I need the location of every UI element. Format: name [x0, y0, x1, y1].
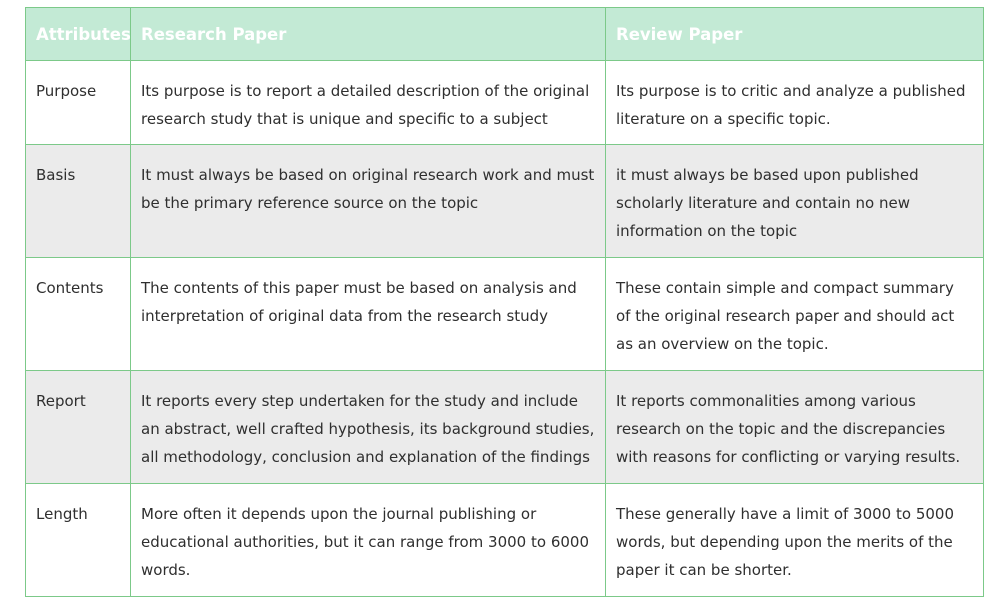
table-row-length [26, 484, 984, 597]
attribute-cell: Contents [26, 258, 131, 371]
comparison-table [25, 7, 984, 597]
attribute-cell: Basis [26, 145, 131, 258]
table-row-contents [26, 258, 984, 371]
header-row [26, 8, 984, 61]
research-paper-cell: Its purpose is to report a detailed description of the original research study that is unique and specific to a subject [131, 61, 606, 145]
research-paper-cell: It must always be based on original research work and must be the primary reference source on the topic [131, 145, 606, 258]
review-paper-cell: These generally have a limit of 3000 to 5000 words, but depending upon the merits of the paper it can be shorter. [606, 484, 984, 597]
review-paper-cell: These contain simple and compact summary of the original research paper and should act as an overview on the topic. [606, 258, 984, 371]
attribute-cell: Report [26, 371, 131, 484]
header-review-paper: Review Paper [606, 8, 984, 61]
review-paper-cell: Its purpose is to critic and analyze a published literature on a specific topic. [606, 61, 984, 145]
table-row-basis [26, 145, 984, 258]
table-row-purpose [26, 61, 984, 145]
table-row-report [26, 371, 984, 484]
review-paper-cell: It reports commonalities among various research on the topic and the discrepancies with reasons for conflicting or varying results. [606, 371, 984, 484]
attribute-cell: Length [26, 484, 131, 597]
research-paper-cell: More often it depends upon the journal publishing or educational authorities, but it can range from 3000 to 6000 words. [131, 484, 606, 597]
research-paper-cell: The contents of this paper must be based on analysis and interpretation of original data from the research study [131, 258, 606, 371]
header-attributes: Attributes [26, 8, 131, 61]
attribute-cell: Purpose [26, 61, 131, 145]
research-paper-cell: It reports every step undertaken for the study and include an abstract, well crafted hypothesis, its background studies, all methodology, conclusion and explanation of the findings [131, 371, 606, 484]
review-paper-cell: it must always be based upon published scholarly literature and contain no new information on the topic [606, 145, 984, 258]
header-research-paper: Research Paper [131, 8, 606, 61]
